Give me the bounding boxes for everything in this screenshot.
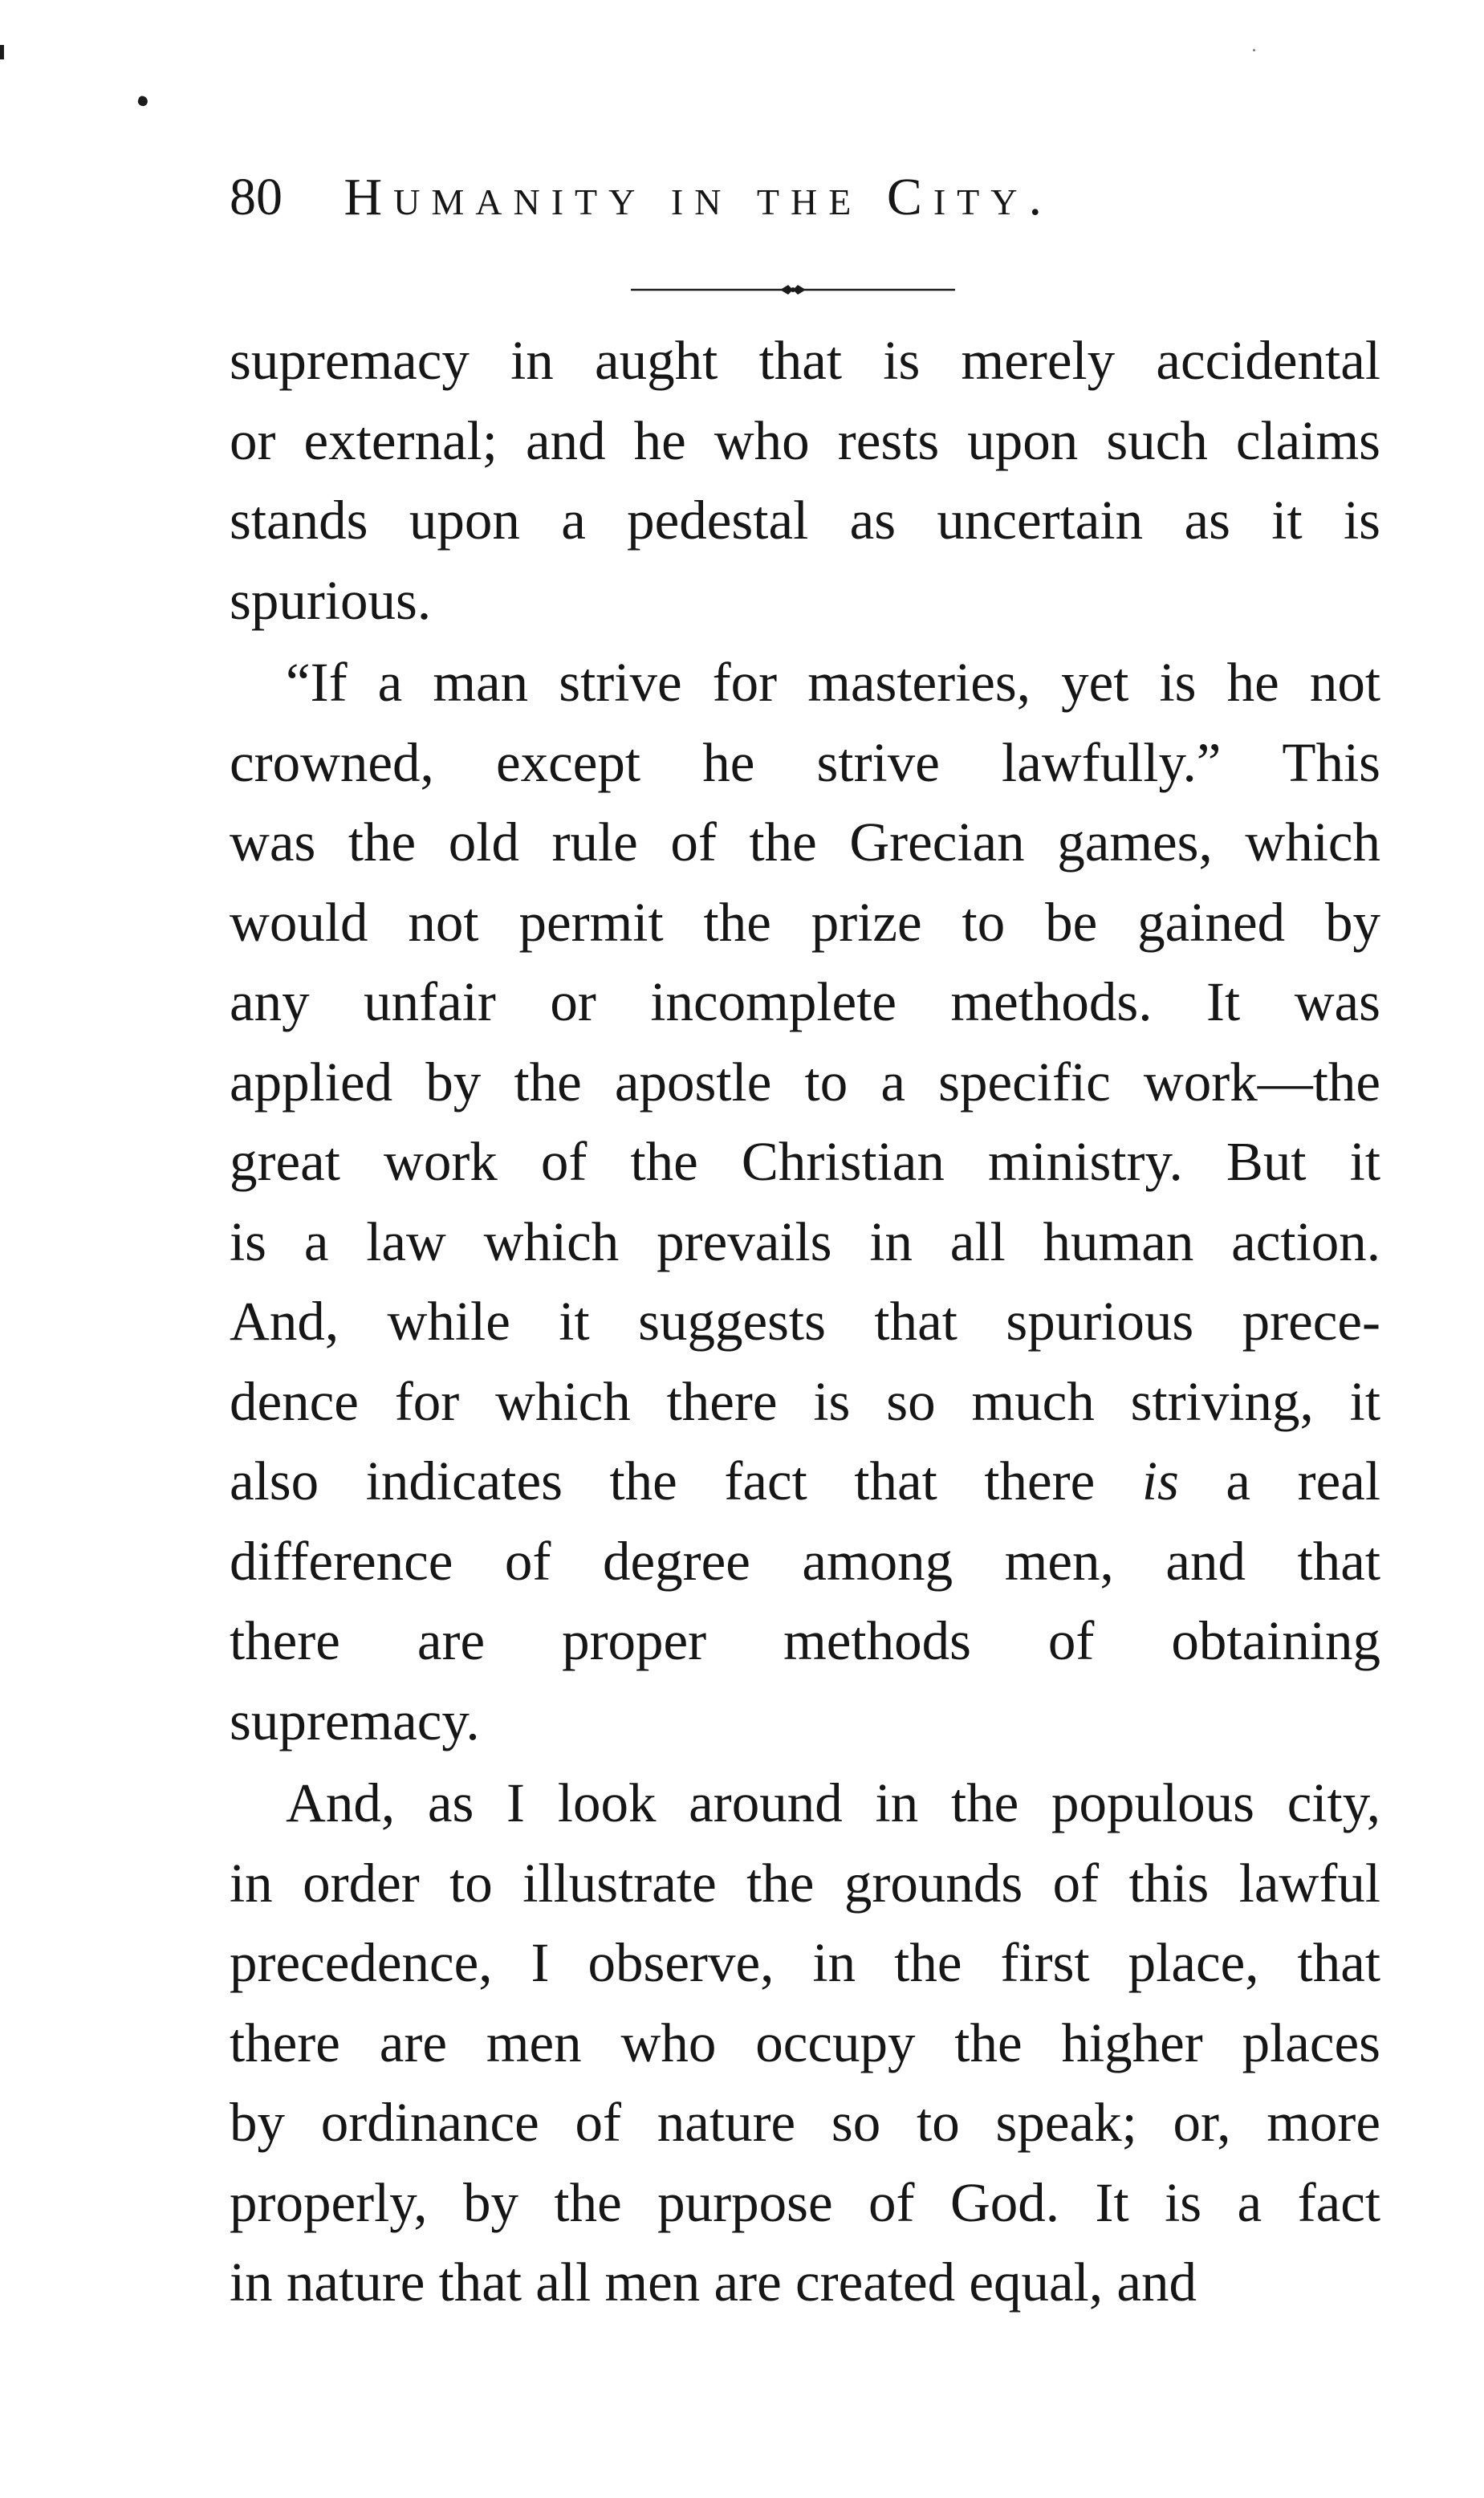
emphasis: is xyxy=(1141,1450,1179,1511)
text-line: difference of degree among men, and that xyxy=(230,1530,1380,1592)
text-line: is a law which prevails in all human action. xyxy=(230,1210,1380,1272)
text-line: there are men who occupy the higher places xyxy=(230,2012,1380,2073)
text-line: great work of the Christian ministry. But it xyxy=(230,1131,1380,1192)
text-line: in nature that all men are created equal, and xyxy=(230,2252,1197,2313)
text-line: properly, by the purpose of God. It is a fact xyxy=(230,2171,1380,2233)
text-line: also indicates the fact that there is a real xyxy=(230,1450,1380,1511)
text-line: would not permit the prize to be gained by xyxy=(230,891,1380,953)
ink-speck xyxy=(136,95,148,107)
text-line: was the old rule of the Grecian games, which xyxy=(230,812,1380,873)
text-line: any unfair or incomplete methods. It was xyxy=(230,971,1380,1032)
dust-speck xyxy=(1253,49,1255,51)
text-line: stands upon a pedestal as uncertain as it is xyxy=(230,490,1380,551)
text-line: supremacy. xyxy=(230,1690,480,1751)
paragraph xyxy=(230,1764,1380,2323)
ornament-icon xyxy=(631,283,955,296)
text-line: And, as I look around in the populous city, xyxy=(286,1772,1380,1833)
text-line: precedence, I observe, in the first place, that xyxy=(230,1932,1380,1993)
text-line: And, while it suggests that spurious prece- xyxy=(230,1291,1380,1352)
scan-edge-mark xyxy=(0,45,4,59)
text-line: there are proper methods of obtaining xyxy=(230,1610,1380,1671)
text-line: spurious. xyxy=(230,569,432,631)
paragraph xyxy=(230,643,1380,1761)
running-title: Humanity in the City. xyxy=(344,168,1053,226)
text-line: dence for which there is so much striving, it xyxy=(230,1370,1380,1432)
text-line: in order to illustrate the grounds of this lawful xyxy=(230,1852,1380,1914)
text-line: supremacy in aught that is merely accidental xyxy=(230,330,1380,391)
text-line: crowned, except he strive lawfully.” This xyxy=(230,731,1380,793)
ornamental-rule xyxy=(631,283,955,296)
running-head xyxy=(230,157,1377,238)
paragraph xyxy=(230,321,1380,641)
page-number: 80 xyxy=(230,168,283,226)
text-line: or external; and he who rests upon such claims xyxy=(230,409,1380,471)
text-line: applied by the apostle to a specific work—the xyxy=(230,1051,1380,1113)
page-text xyxy=(230,321,1380,2323)
text-line: by ordinance of nature so to speak; or, more xyxy=(230,2092,1380,2153)
text-line: “If a man strive for masteries, yet is he not xyxy=(286,652,1380,713)
